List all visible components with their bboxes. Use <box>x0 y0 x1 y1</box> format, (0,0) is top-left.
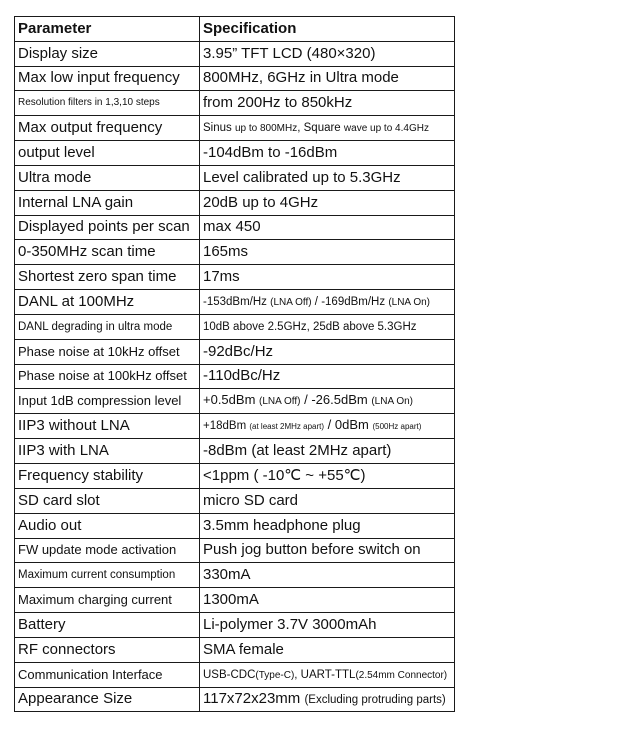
parameter-cell: Phase noise at 10kHz offset <box>15 339 200 364</box>
specification-text: Sinus <box>203 122 235 135</box>
specification-cell <box>200 637 455 662</box>
parameter-cell: Maximum current consumption <box>15 563 200 588</box>
specification-text: 330mA <box>203 566 251 584</box>
specification-cell <box>200 687 455 712</box>
table-row <box>15 265 455 290</box>
specification-text: 1300mA <box>203 591 259 609</box>
table-row <box>15 464 455 489</box>
parameter-cell: Frequency stability <box>15 464 200 489</box>
specification-text: Li-polymer 3.7V 3000mAh <box>203 615 377 633</box>
table-row <box>15 190 455 215</box>
specification-cell <box>200 364 455 389</box>
parameter-cell: SD card slot <box>15 488 200 513</box>
specification-text: 800MHz, 6GHz in Ultra mode <box>203 69 399 87</box>
specification-text: up to 800MHz <box>234 123 298 135</box>
specification-text: 17ms <box>203 268 240 286</box>
specification-cell <box>200 165 455 190</box>
specification-text: +0.5dBm <box>203 392 260 408</box>
specification-text: (LNA Off) <box>259 396 301 408</box>
specification-cell <box>200 488 455 513</box>
parameter-cell: IIP3 without LNA <box>15 414 200 439</box>
specification-cell <box>200 389 455 414</box>
spec-table <box>14 16 455 712</box>
specification-cell <box>200 41 455 66</box>
specification-cell <box>200 141 455 166</box>
table-row <box>15 513 455 538</box>
table-row <box>15 662 455 687</box>
table-row <box>15 488 455 513</box>
specification-text: 3.5mm headphone plug <box>203 516 361 534</box>
parameter-cell: Internal LNA gain <box>15 190 200 215</box>
table-row <box>15 414 455 439</box>
specification-text: <1ppm ( -10℃ ~ +55℃) <box>203 467 366 485</box>
header-row <box>15 17 455 42</box>
table-row <box>15 687 455 712</box>
table-row <box>15 41 455 66</box>
specification-cell <box>200 439 455 464</box>
specification-text: 165ms <box>203 243 249 261</box>
parameter-cell: Max low input frequency <box>15 66 200 91</box>
specification-text: (Excluding protruding parts) <box>304 693 446 706</box>
parameter-cell: Input 1dB compression level <box>15 389 200 414</box>
specification-cell <box>200 662 455 687</box>
parameter-cell: output level <box>15 141 200 166</box>
header-parameter: Parameter <box>15 17 200 42</box>
specification-text: / -169dBm/Hz <box>311 295 389 308</box>
specification-cell <box>200 215 455 240</box>
specification-text: -92dBc/Hz <box>203 342 274 360</box>
specification-text: -8dBm (at least 2MHz apart) <box>203 442 392 460</box>
specification-text: 3.95” TFT LCD (480×320) <box>203 44 376 62</box>
table-row <box>15 612 455 637</box>
specification-text: micro SD card <box>203 491 299 509</box>
table-row <box>15 563 455 588</box>
parameter-cell: Max output frequency <box>15 116 200 141</box>
parameter-cell: Appearance Size <box>15 687 200 712</box>
parameter-cell: Display size <box>15 41 200 66</box>
table-row <box>15 289 455 314</box>
parameter-cell: DANL degrading in ultra mode <box>15 314 200 339</box>
spec-body <box>15 41 455 712</box>
specification-text: -153dBm/Hz <box>203 295 271 308</box>
specification-cell <box>200 538 455 563</box>
table-row <box>15 91 455 116</box>
parameter-cell: IIP3 with LNA <box>15 439 200 464</box>
specification-cell <box>200 339 455 364</box>
specification-text: / 0dBm <box>324 417 373 433</box>
specification-text: max 450 <box>203 218 261 236</box>
specification-text: SMA female <box>203 640 284 658</box>
specification-cell <box>200 289 455 314</box>
table-row <box>15 364 455 389</box>
parameter-cell: 0-350MHz scan time <box>15 240 200 265</box>
specification-cell <box>200 314 455 339</box>
table-row <box>15 165 455 190</box>
parameter-cell: FW update mode activation <box>15 538 200 563</box>
table-row <box>15 339 455 364</box>
specification-text: (LNA On) <box>388 296 430 308</box>
specification-text: +18dBm <box>203 420 250 433</box>
table-row <box>15 116 455 141</box>
table-row <box>15 240 455 265</box>
parameter-cell: Communication Interface <box>15 662 200 687</box>
table-row <box>15 314 455 339</box>
specification-cell <box>200 414 455 439</box>
specification-cell <box>200 91 455 116</box>
specification-text: 20dB up to 4GHz <box>203 193 319 211</box>
specification-cell <box>200 116 455 141</box>
specification-text: (Type-C) <box>255 669 295 681</box>
parameter-cell: RF connectors <box>15 637 200 662</box>
specification-text: wave up to 4.4GHz <box>343 123 429 135</box>
parameter-cell: Battery <box>15 612 200 637</box>
specification-text: (500Hz apart) <box>372 422 422 432</box>
specification-cell <box>200 240 455 265</box>
specification-text: , UART-TTL <box>294 668 356 681</box>
parameter-cell: Resolution filters in 1,3,10 steps <box>15 91 200 116</box>
table-row <box>15 538 455 563</box>
specification-cell <box>200 66 455 91</box>
parameter-cell: Ultra mode <box>15 165 200 190</box>
specification-text: (LNA On) <box>371 396 414 408</box>
table-row <box>15 389 455 414</box>
specification-text: / -26.5dBm <box>300 392 372 408</box>
specification-text: 10dB above 2.5GHz, 25dB above 5.3GHz <box>203 321 417 334</box>
specification-text: Level calibrated up to 5.3GHz <box>203 168 401 186</box>
specification-text: Push jog button before switch on <box>203 541 421 559</box>
table-row <box>15 588 455 613</box>
specification-text: (2.54mm Connector) <box>355 669 448 681</box>
specification-cell <box>200 563 455 588</box>
table-row <box>15 439 455 464</box>
specification-cell <box>200 464 455 489</box>
specification-text: 117x72x23mm <box>203 689 305 707</box>
parameter-cell: Audio out <box>15 513 200 538</box>
specification-text: USB-CDC <box>203 668 256 681</box>
specification-cell <box>200 190 455 215</box>
specification-text: (at least 2MHz apart) <box>249 422 325 432</box>
specification-cell <box>200 612 455 637</box>
specification-text: -104dBm to -16dBm <box>203 144 338 162</box>
parameter-cell: Shortest zero span time <box>15 265 200 290</box>
table-row <box>15 637 455 662</box>
table-row <box>15 215 455 240</box>
parameter-cell: Phase noise at 100kHz offset <box>15 364 200 389</box>
specification-cell <box>200 265 455 290</box>
specification-text: , Square <box>297 122 344 135</box>
specification-cell <box>200 513 455 538</box>
specification-text: (LNA Off) <box>270 296 312 308</box>
table-row <box>15 66 455 91</box>
parameter-cell: Maximum charging current <box>15 588 200 613</box>
specification-text: -110dBc/Hz <box>203 367 281 385</box>
parameter-cell: DANL at 100MHz <box>15 289 200 314</box>
table-row <box>15 141 455 166</box>
parameter-cell: Displayed points per scan <box>15 215 200 240</box>
header-specification: Specification <box>200 17 455 42</box>
specification-cell <box>200 588 455 613</box>
specification-text: from 200Hz to 850kHz <box>203 94 353 112</box>
